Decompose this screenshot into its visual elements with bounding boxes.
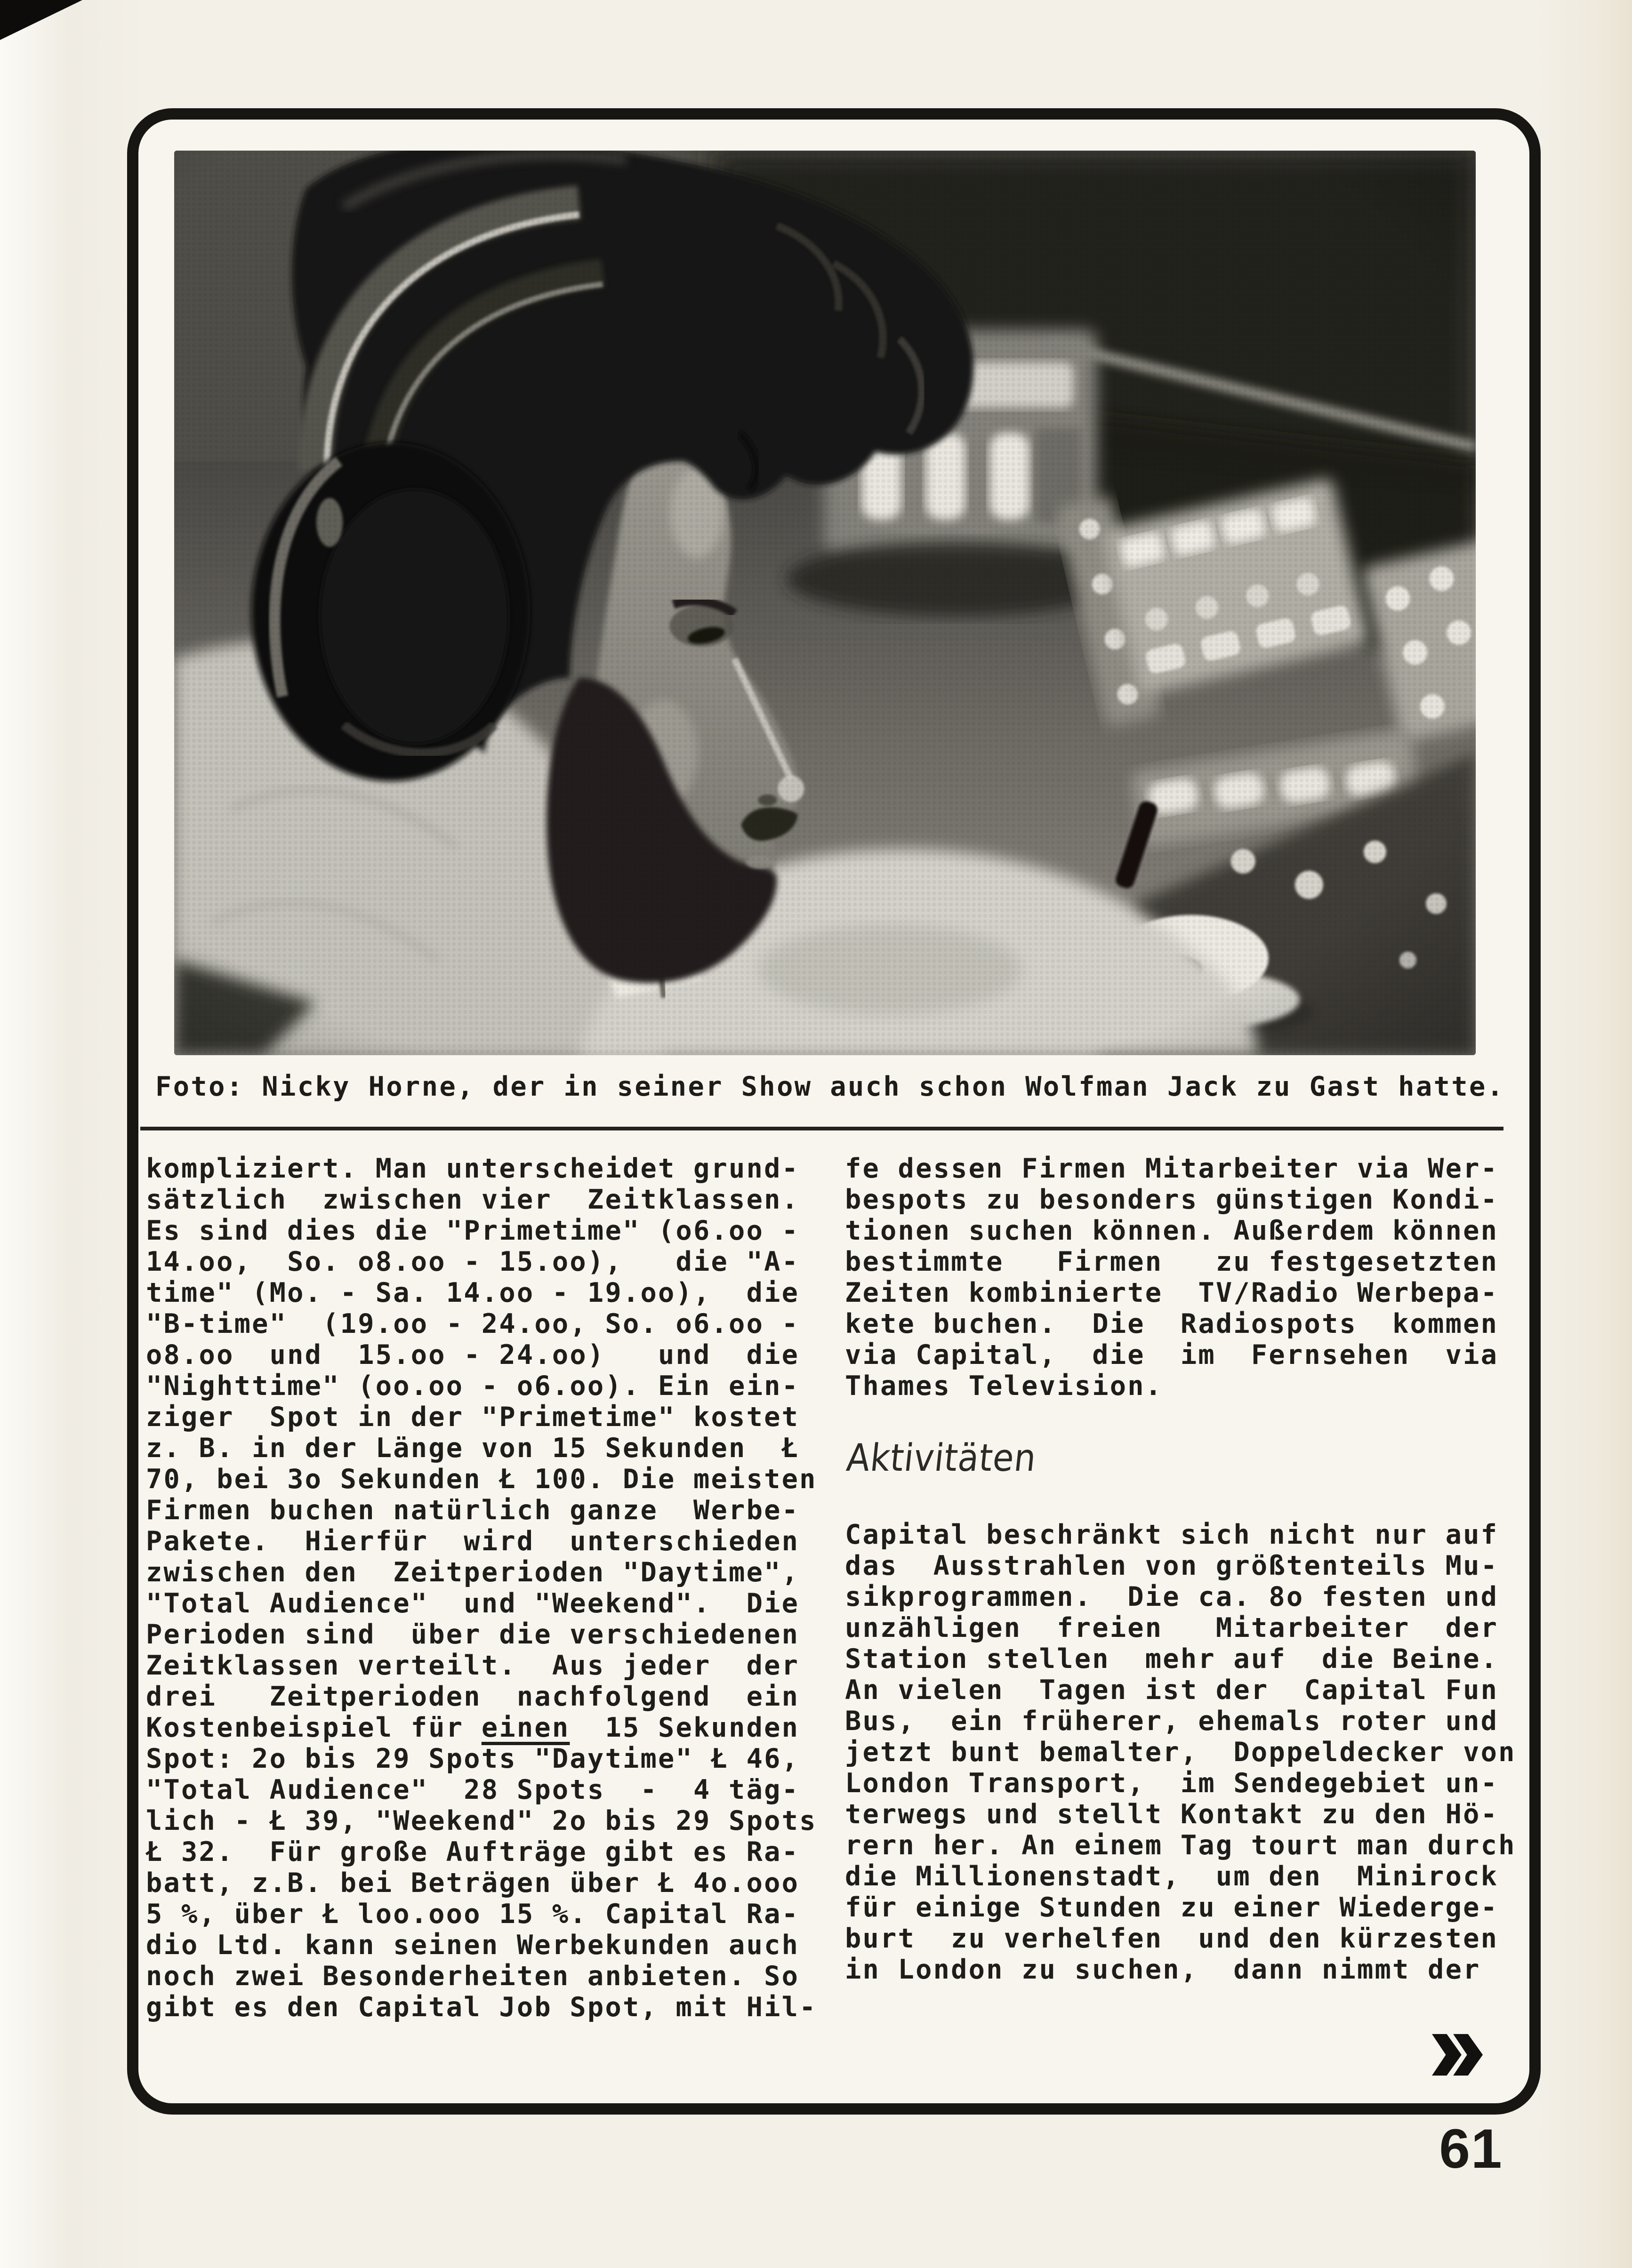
text-line: "B-time" (19.oo - 24.oo, So. o6.oo - (146, 1308, 800, 1339)
text-line: Ł 32. Für große Aufträge gibt es Ra- (146, 1836, 800, 1867)
text-line: "Total Audience" und "Weekend". Die (146, 1588, 800, 1619)
text-line: fe dessen Firmen Mitarbeiter via Wer- (845, 1153, 1499, 1184)
page-frame (127, 108, 1541, 2115)
text-line: sikprogrammen. Die ca. 8o festen und (845, 1581, 1499, 1612)
text-line: Zeitklassen verteilt. Aus jeder der (146, 1650, 800, 1681)
text-line: unzähligen freien Mitarbeiter der (845, 1612, 1499, 1643)
text-line: Firmen buchen natürlich ganze Werbe- (146, 1495, 800, 1526)
text-line: bestimmte Firmen zu festgesetzten (845, 1246, 1499, 1277)
photo-illustration (174, 151, 1476, 1055)
text-line: Es sind dies die "Primetime" (o6.oo - (146, 1215, 800, 1246)
text-line: dio Ltd. kann seinen Werbekunden auch (146, 1930, 800, 1961)
text-line: burt zu verhelfen und den kürzesten (845, 1923, 1499, 1954)
text-line: 70, bei 3o Sekunden Ł 100. Die meisten (146, 1464, 817, 1495)
underlined-word: einen (481, 1712, 570, 1743)
text-line: Thames Television. (845, 1370, 1163, 1402)
text-line: An vielen Tagen ist der Capital Fun (845, 1675, 1499, 1706)
text-line: 5 %, über Ł loo.ooo 15 %. Capital Ra- (146, 1899, 800, 1930)
text-line: Bus, ein früherer, ehemals roter und (845, 1706, 1499, 1737)
text-line: "Nighttime" (oo.oo - o6.oo). Ein ein- (146, 1370, 800, 1402)
text-line: für einige Stunden zu einer Wiederge- (845, 1892, 1499, 1923)
text-line: sätzlich zwischen vier Zeitklassen. (146, 1184, 800, 1215)
text-line: zwischen den Zeitperioden "Daytime", (146, 1557, 800, 1588)
text-line: jetzt bunt bemalter, Doppeldecker von (845, 1737, 1516, 1768)
column-right-top (845, 1153, 1527, 1402)
text-line: Pakete. Hierfür wird unterschieden (146, 1526, 800, 1557)
studio-photo (174, 151, 1476, 1055)
text-line: terwegs und stellt Kontakt zu den Hö- (845, 1799, 1499, 1830)
text-line: die Millionenstadt, um den Minirock (845, 1861, 1499, 1892)
text-line: "Total Audience" 28 Spots - 4 täg- (146, 1774, 800, 1805)
text-line: Perioden sind über die verschiedenen (146, 1619, 800, 1650)
section-heading: Aktivitäten (844, 1436, 1039, 1480)
continuation-chevron-icon (1432, 2033, 1483, 2076)
scan-corner-artifact (0, 0, 82, 40)
text-line: tionen suchen können. Außerdem können (845, 1215, 1499, 1246)
text-line: time" (Mo. - Sa. 14.oo - 19.oo), die (146, 1277, 800, 1308)
text-line: via Capital, die im Fernsehen via (845, 1339, 1499, 1370)
text-line: Capital beschränkt sich nicht nur auf (845, 1519, 1499, 1550)
text-line: z. B. in der Länge von 15 Sekunden Ł (146, 1433, 800, 1464)
text-line: Station stellen mehr auf die Beine. (845, 1643, 1499, 1675)
text-line: bespots zu besonders günstigen Kondi- (845, 1184, 1499, 1215)
page-number: 61 (1439, 2118, 1503, 2180)
text-line: lich - Ł 39, "Weekend" 2o bis 29 Spots (146, 1805, 817, 1836)
photo-caption: Foto: Nicky Horne, der in seiner Show auch schon Wolfman Jack zu Gast hatte. (155, 1071, 1505, 1102)
text-line: ziger Spot in der "Primetime" kostet (146, 1402, 800, 1433)
text-line: rern her. An einem Tag tourt man durch (845, 1830, 1516, 1861)
text-line: London Transport, im Sendegebiet un- (845, 1768, 1499, 1799)
text-line: kete buchen. Die Radiospots kommen (845, 1308, 1499, 1339)
text-line: drei Zeitperioden nachfolgend ein (146, 1681, 800, 1712)
article-column-left (146, 1153, 828, 2023)
text-line: in London zu suchen, dann nimmt der (845, 1954, 1481, 1985)
text-line: Kostenbeispiel für einen 15 Sekunden (146, 1712, 800, 1743)
text-line: 14.oo, So. o8.oo - 15.oo), die "A- (146, 1246, 800, 1277)
divider-rule (140, 1127, 1503, 1130)
article-column-right (845, 1153, 1527, 1985)
text-line: gibt es den Capital Job Spot, mit Hil- (146, 1992, 817, 2023)
column-right-bottom (845, 1519, 1527, 1985)
text-line: batt, z.B. bei Beträgen über Ł 4o.ooo (146, 1867, 800, 1899)
text-line: das Ausstrahlen von größtenteils Mu- (845, 1550, 1499, 1581)
text-line: kompliziert. Man unterscheidet grund- (146, 1153, 800, 1184)
text-line: Spot: 2o bis 29 Spots "Daytime" Ł 46, (146, 1743, 800, 1774)
text-line: noch zwei Besonderheiten anbieten. So (146, 1961, 800, 1992)
text-line: Zeiten kombinierte TV/Radio Werbepa- (845, 1277, 1499, 1308)
text-line: o8.oo und 15.oo - 24.oo) und die (146, 1339, 800, 1370)
